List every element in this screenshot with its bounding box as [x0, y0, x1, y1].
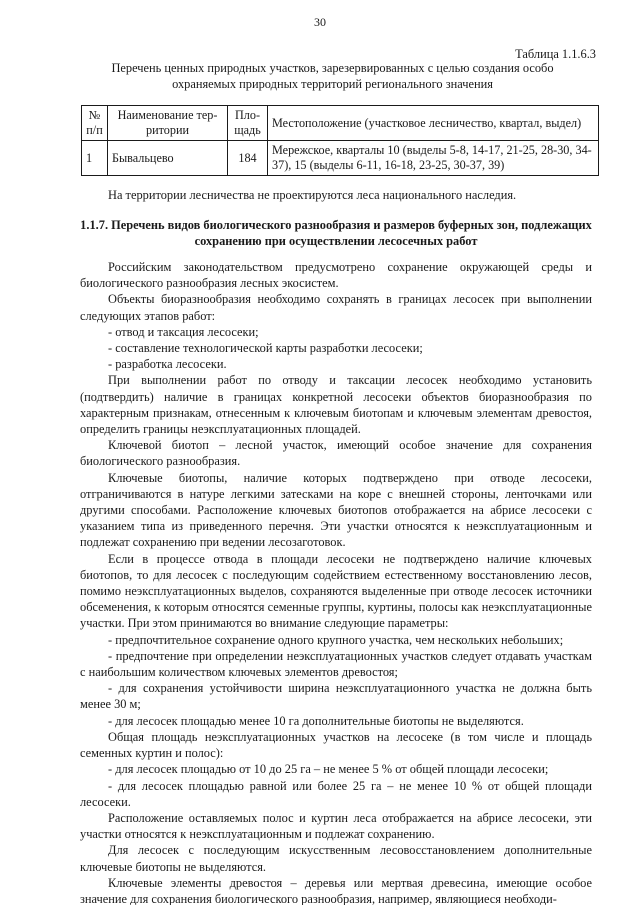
reserve-areas-table — [81, 105, 599, 176]
header-num: № п/п — [82, 106, 108, 141]
list-item: - для лесосек площадью менее 10 га дополнительные биотопы не выделяются. — [108, 713, 524, 728]
paragraph: Общая площадь неэксплуатационных участков на лесосеке (в том числе и площадь семенных куртин и полос): — [80, 729, 592, 761]
cell-name: Бывальцево — [108, 141, 228, 176]
paragraph: При выполнении работ по отводу и таксации лесосек необходимо установить (подтвердить) наличие в границах конкретной лесосеки объектов биоразнообразия по характерным признакам, отнесенным к ключевым биотопам и ключевым элементам древостоя, определить границы неэксплуатационных площадей. — [80, 373, 592, 437]
page-number: 30 — [314, 15, 326, 29]
table-label: Таблица 1.1.6.3 — [515, 47, 596, 61]
header-area: Пло-щадь — [228, 106, 268, 141]
table-row — [82, 141, 599, 176]
paragraph: Если в процессе отвода в площади лесосеки не подтверждено наличие ключевых биотопов, то для лесосек с последующим содействием естественному восстановлению лесов, помимо неэксплуатационных выделов, сохраняются выделенные при отводе лесосек источники обсеменения, к которым относятся семенные группы, куртины, полосы как неэксплуатационные участки. При этом принимаются во внимание следующие параметры: — [80, 551, 592, 631]
list-item: - для лесосек площадью равной или более 25 га – не менее 10 % от общей площади лесосеки. — [80, 778, 592, 809]
header-location: Местоположение (участковое лесничество, квартал, выдел) — [268, 106, 599, 141]
section-heading: 1.1.7. Перечень видов биологического разнообразия и размеров буферных зон, подлежащих сохранению при осуществлении лесосечных работ — [80, 218, 592, 248]
cell-num: 1 — [82, 141, 108, 176]
header-name: Наименование тер-ритории — [108, 106, 228, 141]
paragraph: Для лесосек с последующим искусственным лесовосстановлением дополнительные ключевые биотопы не выделяются. — [80, 843, 592, 874]
table-caption: Перечень ценных природных участков, зарезервированных с целью создания особо охраняемых природных территорий регионального значения — [111, 61, 554, 91]
paragraph: Объекты биоразнообразия необходимо сохранять в границах лесосек при выполнении следующих этапов работ: — [80, 292, 592, 323]
paragraph: Ключевой биотоп – лесной участок, имеющий особое значение для сохранения биологического разнообразия. — [80, 438, 592, 469]
list-item: - составление технологической карты разработки лесосеки; — [108, 341, 423, 356]
list-item: - предпочтение при определении неэксплуатационных участков следует отдавать участкам с наибольшим количеством ключевых элементов древостоя; — [80, 648, 592, 680]
table-header-row — [82, 106, 599, 141]
list-item: - разработка лесосеки. — [108, 357, 227, 372]
list-item: - отвод и таксация лесосеки; — [108, 324, 259, 339]
cell-location: Мережское, кварталы 10 (выделы 5-8, 14-17, 21-25, 28-30, 34-37), 15 (выделы 6-11, 16-18, 23-25, 30-37, 39) — [268, 141, 599, 176]
paragraph: Российским законодательством предусмотрено сохранение окружающей среды и биологического разнообразия лесных экосистем. — [80, 260, 592, 291]
list-item: - предпочтительное сохранение одного крупного участка, чем нескольких небольших; — [108, 632, 564, 647]
paragraph: Расположение оставляемых полос и куртин леса отображается на абрисе лесосеки, эти участки относятся к неэксплуатационным и подлежат сохранению. — [80, 810, 592, 842]
body-text — [80, 259, 592, 905]
list-item: - для лесосек площадью от 10 до 25 га – не менее 5 % от общей площади лесосеки; — [108, 762, 549, 777]
cell-area: 184 — [228, 141, 268, 176]
heritage-note: На территории лесничества не проектируются леса национального наследия. — [108, 188, 517, 202]
paragraph: Ключевые элементы древостоя – деревья или мертвая древесина, имеющие особое значение для сохранения биологического разнообразия, например, являющиеся необходи- — [80, 875, 592, 905]
list-item: - для сохранения устойчивости ширина неэксплуатационного участка не должна быть менее 30 м; — [80, 681, 592, 712]
paragraph: Ключевые биотопы, наличие которых подтверждено при отводе лесосеки, отграничиваются в натуре легкими затесками на коре с внешней стороны, ленточками или другими способами. Расположение ключевых биотопов отображается на абрисе лесосеки с указанием типа из приведенного перечня. Эти участки относятся к неэксплуатационным и подлежат сохранению при ведении лесозаготовок. — [80, 470, 592, 550]
